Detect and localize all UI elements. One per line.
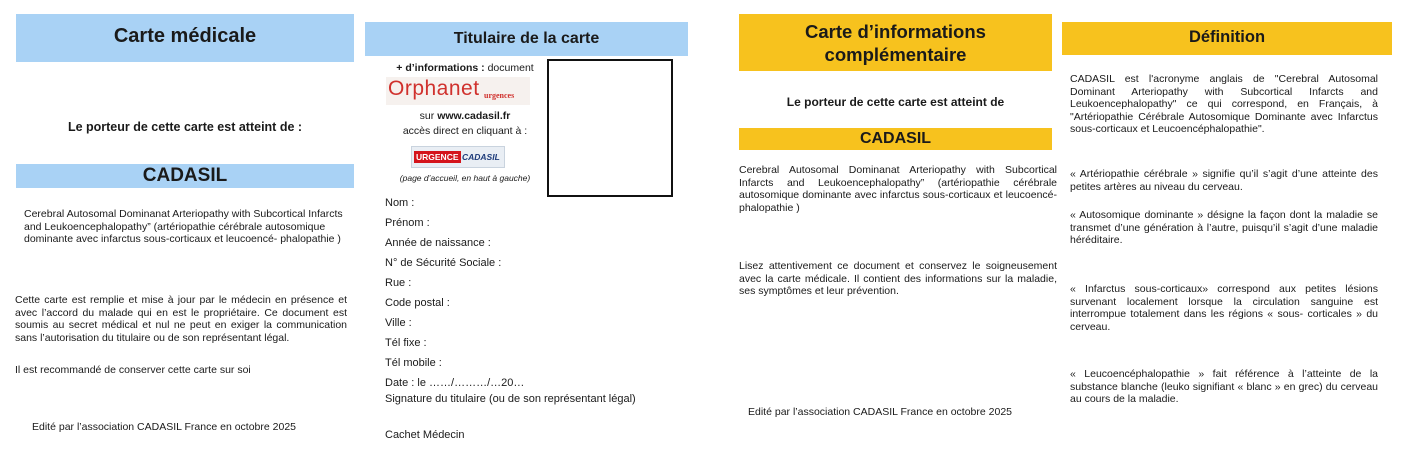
cadasil-website-link[interactable]: www.cadasil.fr — [437, 110, 511, 122]
card4-definition-p2: « Artériopathie cérébrale » signifie qu’il s’agit d’une atteinte des petites artères au niveau du cerveau. — [1070, 168, 1378, 193]
card3-disease-banner: CADASIL — [739, 128, 1052, 150]
card1-definition: Cerebral Autosomal Dominanat Arteriopathy with Subcortical Infarcts and Leukoencephalopathy” (artériopathie cérébrale autosomique dominante avec infarctus sous-corticaux et leucoencé- phalopathie ) — [24, 208, 343, 245]
card2-home-note: (page d’accueil, en haut à gauche) — [399, 173, 531, 183]
card1-recommendation: Il est recommandé de conserver cette carte sur soi — [15, 364, 251, 376]
card1-disease-banner: CADASIL — [16, 164, 354, 188]
card2-info-rest: document — [484, 62, 534, 74]
card1-bearer-text: Le porteur de cette carte est atteint de : — [67, 120, 303, 134]
field-tel-fixe: Tél fixe : — [385, 337, 427, 349]
field-ville: Ville : — [385, 317, 412, 329]
signature-line: Signature du titulaire (ou de son représentant légal) — [385, 393, 636, 405]
orphanet-logo-sub: urgences — [484, 91, 515, 100]
card2-site-prefix: sur — [419, 110, 438, 122]
card3-title-line1: Carte d’informations — [805, 21, 986, 42]
stamp-label: Cachet Médecin — [385, 429, 465, 441]
photo-box — [547, 59, 673, 197]
card2-info-line — [385, 62, 545, 75]
urgence-logo-blue: CADASIL — [462, 152, 500, 162]
card4-title: Définition — [1062, 22, 1392, 55]
card1-title: Carte médicale — [16, 14, 354, 62]
card2-direct-access: accès direct en cliquant à : — [402, 125, 528, 137]
card3-title-line2: complémentaire — [824, 44, 967, 65]
field-tel-mobile: Tél mobile : — [385, 357, 442, 369]
card2-info-bold: + d’informations : — [396, 62, 485, 74]
card3-title — [739, 14, 1052, 71]
urgence-logo-red: URGENCE — [416, 152, 459, 162]
card4-definition-p4: « Infarctus sous-corticaux» correspond aux petites lésions survenant localement lorsque la circulation sanguine est interrompue totalement dans les régions « sous- corticales » du cerveau. — [1070, 283, 1378, 333]
card1-notice: Cette carte est remplie et mise à jour par le médecin en présence et avec l’accord du malade qui en est le propriétaire. Ce document est soumis au secret médical et nul ne peut en exiger la communication sans l’autorisation du titulaire ou de son représentant légal. — [15, 294, 347, 344]
field-nom: Nom : — [385, 197, 415, 209]
field-annee-naissance: Année de naissance : — [385, 237, 491, 249]
field-date: Date : le ……/………/…20… — [385, 377, 525, 389]
card4-definition-p5: « Leucoencéphalopathie » fait référence à l’atteinte de la substance blanche (leuko signifiant « blanc » en grec) du cerveau au cours de la maladie. — [1070, 368, 1378, 405]
orphanet-logo[interactable] — [386, 77, 530, 105]
card3-advice: Lisez attentivement ce document et conservez le soigneusement avec la carte médicale. Il contient des informations sur la maladie, ses symptômes et leur prévention. — [739, 260, 1057, 297]
card1-footer: Edité par l’association CADASIL France en octobre 2025 — [32, 421, 297, 433]
field-code-postal: Code postal : — [385, 297, 450, 309]
field-rue: Rue : — [385, 277, 412, 289]
card2-site-line — [385, 110, 545, 123]
card4-definition-p3: « Autosomique dominante » désigne la façon dont la maladie se transmet d’une génération à l’autre, puisqu’il s’agit d’une maladie héréditaire. — [1070, 209, 1378, 246]
urgence-cadasil-logo[interactable] — [411, 146, 505, 168]
field-prenom: Prénom : — [385, 217, 430, 229]
card2-title: Titulaire de la carte — [365, 22, 688, 56]
card3-footer: Edité par l’association CADASIL France en octobre 2025 — [748, 406, 1013, 418]
orphanet-logo-text: Orphanet — [388, 77, 480, 100]
field-securite-sociale: N° de Sécurité Sociale : — [385, 257, 502, 269]
card3-definition: Cerebral Autosomal Dominanat Arteriopathy with Subcortical Infarcts and Leukoencephalopathy” (artériopathie cérébrale autosomique dominante avec infarctus sous-corticaux et leucoencé- phalopathie ) — [739, 164, 1057, 214]
card3-bearer-text: Le porteur de cette carte est atteint de — [786, 95, 1005, 109]
card4-definition-p1: CADASIL est l'acronyme anglais de "Cerebral Autosomal Dominant Arteriopathy with Subcortical Infarcts and Leukoencephalopathy" ce qui correspond, en Français, à "Artériopathie Cérébrale Autosomique Dominante avec Infarctus sous-corticaux et Leucoencéphalopathie". — [1070, 73, 1378, 135]
